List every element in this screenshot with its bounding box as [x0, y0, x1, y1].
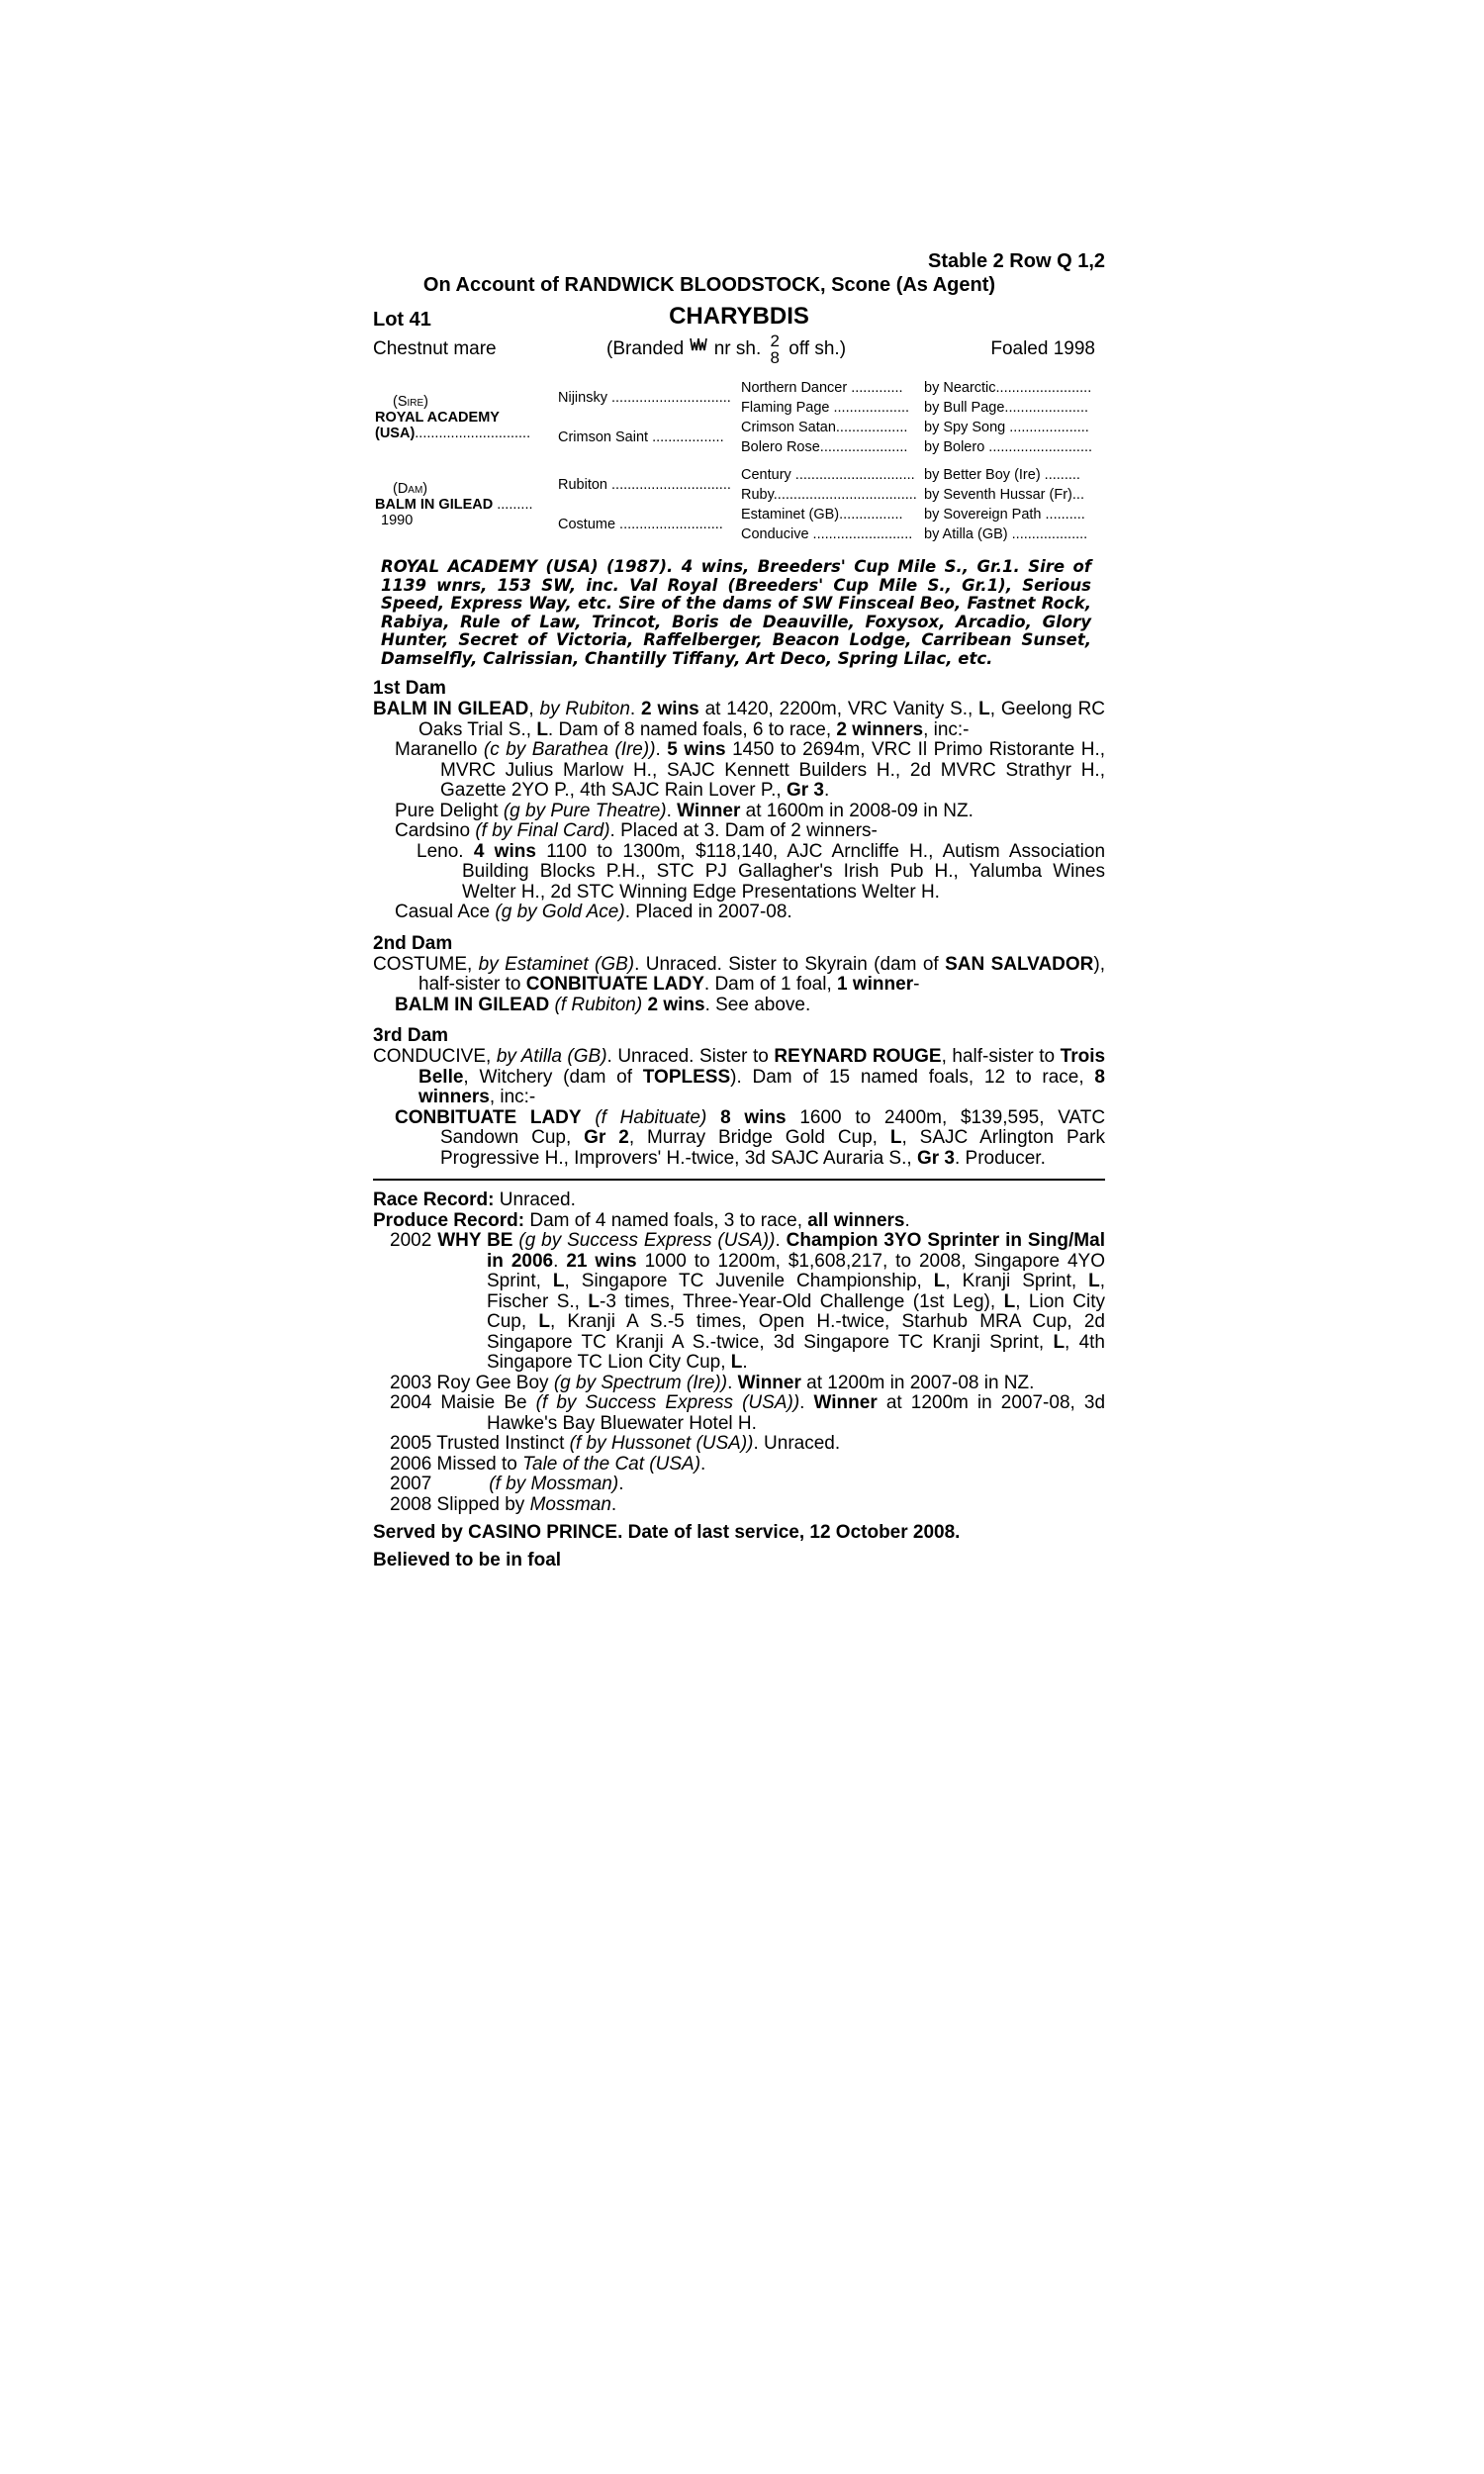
pure-winner: Winner: [677, 800, 741, 821]
gggs-6-name: by Sovereign Path: [924, 507, 1042, 523]
produce-record-text: Dam of 4 named foals, 3 to race,: [529, 1209, 803, 1231]
maranello-wins: 5 wins: [667, 739, 726, 760]
year-2002: 2002: [390, 1230, 432, 1251]
produce-2004: 2004 Maisie Be (f by Success Express (USA)). Winner at 1200m in 2007-08, 3d Hawke's Bay Bluewater Hotel H.: [390, 1392, 1106, 1434]
maranello-name: Maranello: [395, 739, 478, 760]
first-dam-name: BALM IN GILEAD: [373, 699, 529, 719]
first-dam-text4: , inc:-: [923, 718, 970, 740]
first-dam-text1: at 1420, 2200m, VRC Vanity S.,: [704, 699, 974, 719]
grandsire-3-name: Rubiton: [558, 477, 607, 493]
produce-2005: [373, 1434, 1105, 1455]
vendor-account: On Account of RANDWICK BLOODSTOCK, Scone (As Agent): [422, 274, 996, 296]
gggs-0-name: by Nearctic: [924, 380, 996, 396]
race-record: [373, 1190, 1105, 1211]
progeny-casual-ace: [373, 903, 1105, 923]
gggs-1-name: by Bull Page: [924, 400, 1005, 416]
second-dam-text1: . Unraced. Sister to Skyrain (dam of: [634, 953, 939, 975]
first-dam-heading: 1st Dam: [373, 678, 446, 699]
listed-badge: L: [538, 1311, 550, 1332]
whybe-text7: , Kranji A S.-5 times, Open H.-twice, Starhub MRA Cup, 2d Singapore TC Kranji A S.-twice, 3d Singapore TC Kranji Sprint,: [487, 1311, 1105, 1353]
whybe-text5: -3 times, Three-Year-Old Challenge (1st Leg),: [600, 1290, 996, 1312]
third-dam-progeny: [373, 1108, 1105, 1170]
race-record-label: Race Record:: [373, 1189, 495, 1210]
year-2007: 2007: [390, 1474, 432, 1494]
third-dam-text4: ). Dam of 15 named foals, 12 to race,: [730, 1066, 1084, 1088]
conbit-wins: 8 wins: [720, 1106, 787, 1128]
reynard-rouge: REYNARD ROUGE: [774, 1046, 942, 1067]
maisie-name: 2004 Maisie Be: [390, 1392, 527, 1413]
second-dam-text4: -: [913, 974, 920, 995]
third-dam-heading: 3rd Dam: [373, 1025, 449, 1046]
whybe-wins: 21 wins: [566, 1250, 637, 1272]
pure-by: (g by Pure Theatre): [503, 800, 667, 821]
ggs-2-name: Crimson Satan: [741, 420, 836, 435]
ggs-6: Estaminet (GB)................: [741, 507, 903, 523]
trusted-name: 2005 Trusted Instinct: [390, 1433, 565, 1454]
trusted-by: (f by Hussonet (USA)): [569, 1433, 754, 1454]
listed-badge: L: [536, 718, 548, 740]
maisie-text: at 1200m in 2007-08, 3d Hawke's Bay Bluewater Hotel H.: [487, 1392, 1106, 1434]
f2007-by: (f by Mossman): [489, 1474, 619, 1494]
whybe-text4: , Fischer S.,: [487, 1271, 1106, 1312]
trusted-text: . Unraced.: [753, 1433, 841, 1454]
sire-cell: [373, 378, 556, 457]
ggs-7: Conducive .........................: [741, 526, 913, 542]
first-dam-paragraph: BALM IN GILEAD, by Rubiton. 2 wins at 1420, 2200m, VRC Vanity S., L, Geelong RC Oaks Trial S., L. Dam of 8 named foals, 6 to race, 2 winners, inc:-: [373, 699, 1106, 740]
grandsire-4-name: Costume: [558, 517, 616, 532]
gggs-2: by Spy Song ....................: [924, 420, 1089, 435]
conbit-text2: , Murray Bridge Gold Cup,: [628, 1127, 878, 1148]
ggs-4: Century ..............................: [741, 467, 915, 483]
balm-end: . See above.: [704, 994, 811, 1015]
fraction-denominator: 8: [770, 348, 781, 367]
second-dam-heading: 2nd Dam: [373, 932, 453, 954]
slipped-by: Mossman: [529, 1493, 611, 1515]
foaled-year: Foaled 1998: [990, 338, 1095, 359]
roy-by: (g by Spectrum (Ire)): [553, 1372, 728, 1393]
pure-name: Pure Delight: [395, 800, 499, 821]
conbit-text3: , SAJC Arlington Park Progressive H., Improvers' H.-twice, 3d SAJC Auraria S.,: [440, 1127, 1106, 1169]
gggs-2-name: by Spy Song: [924, 420, 1006, 435]
roy-text: at 1200m in 2007-08 in NZ.: [806, 1372, 1035, 1393]
ggs-5-name: Ruby: [741, 487, 774, 503]
horse-name: CHARYBDIS: [669, 303, 809, 330]
gggs-6: by Sovereign Path ..........: [924, 507, 1085, 523]
gggs-3-name: by Bolero: [924, 439, 985, 455]
third-dam-text2: , half-sister to: [941, 1046, 1056, 1067]
listed-badge: L: [552, 1271, 565, 1291]
dam-name: BALM IN GILEAD: [375, 497, 494, 513]
missed-text: 2006 Missed to: [390, 1453, 517, 1475]
produce-record-end: .: [904, 1209, 910, 1231]
third-dam-by: by Atilla (GB): [496, 1046, 607, 1067]
brand-pre: (Branded: [606, 338, 685, 360]
listed-badge: L: [1088, 1271, 1100, 1291]
conbit-end: . Producer.: [954, 1147, 1046, 1169]
maranello-text: 1450 to 2694m, VRC Il Primo Ristorante H., MVRC Julius Marlow H., SAJC Kennett Builders H., 2d MVRC Strathyr H., Gazette 2YO P., 4th SAJC Rain Lover P.,: [440, 739, 1106, 801]
progeny-cardsino: [373, 821, 1105, 842]
conbit-by: (f Habituate): [595, 1106, 707, 1128]
roy-winner: Winner: [737, 1372, 801, 1393]
brand-description: [606, 333, 846, 366]
race-record-text: Unraced.: [499, 1189, 576, 1210]
dam-name-row: BALM IN GILEAD .........: [375, 497, 533, 513]
produce-2008: 2008 Slipped by Mossman.: [390, 1493, 617, 1515]
first-dam-wins: 2 wins: [641, 699, 699, 719]
section-divider: [373, 1179, 1105, 1181]
ggs-2: Crimson Satan..................: [741, 420, 908, 435]
gggs-3: by Bolero ..........................: [924, 439, 1093, 455]
listed-badge: L: [978, 699, 990, 719]
third-dam-name: CONDUCIVE,: [373, 1046, 492, 1067]
second-dam-text3: . Dam of 1 foal,: [703, 974, 832, 995]
whybe-text1: 1000 to 1200m, $1,608,217, to 2008, Singapore 4YO Sprint,: [487, 1250, 1105, 1291]
progeny-leno: [373, 842, 1105, 904]
description-row: [373, 334, 1105, 370]
foal-note: Believed to be in foal: [373, 1550, 562, 1570]
grandsire-3: Rubiton ..............................: [558, 477, 731, 493]
gggs-7-name: by Atilla (GB): [924, 526, 1008, 542]
listed-badge: L: [588, 1290, 600, 1312]
cardsino-text: . Placed at 3. Dam of 2 winners-: [609, 820, 878, 841]
sire-country-text: (USA): [375, 426, 416, 441]
third-dam-winners: 8 winners: [418, 1066, 1105, 1107]
second-dam-by: by Estaminet (GB): [478, 953, 635, 975]
progeny-maranello: Maranello (c by Barathea (Ire)). 5 wins 1450 to 2694m, VRC Il Primo Ristorante H., MVRC Julius Marlow H., SAJC Kennett Builders H., 2d MVRC Strathyr H., Gazette 2YO P., 4th SAJC Rain Lover P., Gr 3.: [395, 739, 1106, 801]
conbituate-lady: CONBITUATE LADY: [525, 974, 704, 995]
first-dam-text3: . Dam of 8 named foals, 6 to race,: [547, 718, 832, 740]
listed-badge: L: [889, 1127, 902, 1148]
ggs-4-name: Century: [741, 467, 791, 483]
gggs-5: by Seventh Hussar (Fr)...: [924, 487, 1084, 503]
cardsino-name: Cardsino: [395, 820, 471, 841]
third-dam-paragraph: [373, 1047, 1105, 1108]
whybe-text8: , 4th Singapore TC Lion City Cup,: [487, 1331, 1105, 1373]
service-note: Served by CASINO PRINCE. Date of last service, 12 October 2008.: [373, 1522, 961, 1543]
maranello-group: Gr 3: [786, 780, 824, 801]
pure-text: at 1600m in 2008-09 in NZ.: [745, 800, 974, 821]
produce-2002: 2002 WHY BE (g by Success Express (USA)). Champion 3YO Sprinter in Sing/Mal in 2006. 21 wins 1000 to 1200m, $1,608,217, to 2008, Singapore 4YO Sprint, L, Singapore TC Juvenile Championship, L, Kranji Sprint, L, Fischer S., L-3 times, Three-Year-Old Challenge (1st Leg), L, Lion City Cup, L, Kranji A S.-5 times, Open H.-twice, Starhub MRA Cup, 2d Singapore TC Kranji A S.-twice, 3d Singapore TC Kranji Sprint, L, 4th Singapore TC Lion City Cup, L.: [390, 1230, 1106, 1373]
horse-sex: Chestnut mare: [373, 338, 497, 359]
maranello-by: (c by Barathea (Ire)): [483, 739, 656, 760]
dam-label: (Dam): [393, 481, 428, 497]
gggs-1: by Bull Page.....................: [924, 400, 1089, 416]
balm-by: (f Rubiton): [554, 994, 643, 1015]
produce-record: [373, 1211, 1105, 1232]
gggs-4-name: by Better Boy (Ire): [924, 467, 1041, 483]
sire-label: (Sire): [393, 394, 428, 410]
listed-badge: L: [1003, 1290, 1016, 1312]
maranello-end: .: [823, 780, 830, 801]
grandsire-4: Costume ..........................: [558, 517, 723, 532]
casual-text: . Placed in 2007-08.: [624, 902, 792, 922]
balm-name: BALM IN GILEAD: [395, 994, 550, 1015]
second-dam-winner: 1 winner: [837, 974, 914, 995]
ggs-0-name: Northern Dancer: [741, 380, 848, 396]
casual-name: Casual Ace: [395, 902, 491, 922]
third-dam-text3: , Witchery (dam of: [463, 1066, 633, 1088]
maisie-winner: Winner: [813, 1392, 878, 1413]
gggs-4: by Better Boy (Ire) .........: [924, 467, 1080, 483]
conbit-text: 1600 to 2400m, $139,595, VATC Sandown Cup,: [440, 1106, 1106, 1148]
lot-row: [373, 303, 1105, 334]
ggs-3-name: Bolero Rose: [741, 439, 820, 455]
sire-summary: ROYAL ACADEMY (USA) (1987). 4 wins, Breeders' Cup Mile S., Gr.1. Sire of 1139 wnrs, 153 SW, inc. Val Royal (Breeders' Cup Mile S., Gr.1), Serious Speed, Express Way, etc. Sire of the dams of SW Finsceal Beo, Fastnet Rock, Rabiya, Rule of Law, Trincot, Boris de Deauville, Foxysox, Arcadio, Glory Hunter, Secret of Victoria, Raffelberger, Beacon Lodge, Carribean Sunset, Damselfly, Calrissian, Chantilly Tiffany, Art Deco, Spring Lilac, etc.: [381, 557, 1091, 668]
whybe-champion: Champion 3YO Sprinter in Sing/Mal in 2006: [487, 1230, 1105, 1272]
brand-mid: nr sh.: [713, 338, 762, 360]
second-dam-text2: ), half-sister to: [418, 953, 1105, 995]
gggs-0: by Nearctic........................: [924, 380, 1092, 396]
whybe-text3: , Kranji Sprint,: [945, 1271, 1077, 1291]
leno-wins: 4 wins: [473, 840, 536, 862]
second-dam-paragraph: [373, 955, 1105, 996]
whybe-text6: , Lion City Cup,: [487, 1290, 1105, 1332]
produce-2007: 2007 (f by Mossman).: [390, 1474, 624, 1494]
san-salvador: SAN SALVADOR: [945, 953, 1094, 975]
conbit-gr3: Gr 3: [916, 1147, 955, 1169]
balm-wins: 2 wins: [647, 994, 705, 1015]
brand-fraction: [771, 333, 780, 366]
grandsire-1: Nijinsky ..............................: [558, 390, 731, 406]
ggs-1: Flaming Page ...................: [741, 400, 910, 416]
produce-2003: 2003 Roy Gee Boy (g by Spectrum (Ire)). Winner at 1200m in 2007-08 in NZ.: [390, 1372, 1035, 1393]
conbit-gr2: Gr 2: [584, 1127, 629, 1148]
first-dam-winners: 2 winners: [836, 718, 924, 740]
trois-belle: Trois Belle: [418, 1046, 1106, 1088]
listed-badge: L: [1053, 1331, 1066, 1353]
leno-name: Leno.: [417, 840, 464, 862]
produce-2006: 2006 Missed to Tale of the Cat (USA).: [390, 1453, 706, 1475]
sire-country: (USA).............................: [375, 426, 531, 441]
brand-post: off sh.): [788, 338, 847, 360]
ggs-5: Ruby....................................: [741, 487, 917, 503]
cardsino-by: (f by Final Card): [475, 820, 610, 841]
grandsire-2-name: Crimson Saint: [558, 429, 649, 445]
gggs-5-name: by Seventh Hussar (Fr): [924, 487, 1072, 503]
topless: TOPLESS: [642, 1066, 731, 1088]
gggs-7: by Atilla (GB) ...................: [924, 526, 1088, 542]
slipped-text: 2008 Slipped by: [390, 1493, 525, 1515]
second-dam-progeny: [373, 996, 1105, 1016]
third-dam-text1: . Unraced. Sister to: [606, 1046, 769, 1067]
ggs-6-name: Estaminet (GB): [741, 507, 840, 523]
listed-badge: L: [730, 1352, 743, 1373]
first-dam-by: by Rubiton: [539, 699, 630, 719]
ggs-1-name: Flaming Page: [741, 400, 830, 416]
maisie-by: (f by Success Express (USA)): [535, 1392, 800, 1413]
ggs-7-name: Conducive: [741, 526, 809, 542]
pedigree-table: [373, 378, 1105, 544]
stable-location: Stable 2 Row Q 1,2: [928, 250, 1105, 272]
grandsire-1-name: Nijinsky: [558, 390, 607, 406]
catalogue-page: [373, 249, 1105, 1572]
missed-by: Tale of the Cat (USA): [522, 1453, 701, 1475]
casual-by: (g by Gold Ace): [495, 902, 625, 922]
first-dam-text2: , Geelong RC Oaks Trial S.,: [418, 699, 1106, 740]
conbit-name: CONBITUATE LADY: [395, 1106, 582, 1128]
whybe-text2: , Singapore TC Juvenile Championship,: [564, 1271, 922, 1291]
brand-mark-icon: [689, 336, 708, 356]
fraction-numerator: 2: [770, 332, 781, 350]
third-dam-text5: , inc:-: [489, 1087, 536, 1107]
produce-record-winners: all winners: [807, 1209, 905, 1231]
ggs-0: Northern Dancer .............: [741, 380, 903, 396]
dam-year: 1990: [381, 513, 414, 528]
leno-text: 1100 to 1300m, $118,140, AJC Arncliffe H., Autism Association Building Blocks P.H., STC PJ Gallagher's Irish Pub H., Yalumba Wines Welter H., 2d STC Winning Edge Presentations Welter H.: [462, 840, 1106, 903]
listed-badge: L: [933, 1271, 946, 1291]
roy-name: 2003 Roy Gee Boy: [390, 1372, 549, 1393]
whybe-name: WHY BE: [437, 1230, 513, 1251]
whybe-by: (g by Success Express (USA)): [518, 1230, 776, 1251]
sire-name: ROYAL ACADEMY: [375, 410, 500, 426]
produce-record-label: Produce Record:: [373, 1209, 525, 1231]
ggs-3: Bolero Rose......................: [741, 439, 908, 455]
dam-cell: [373, 465, 556, 544]
progeny-pure-delight: Pure Delight (g by Pure Theatre). Winner at 1600m in 2008-09 in NZ.: [395, 800, 974, 821]
lot-number: Lot 41: [373, 309, 431, 331]
second-dam-name: COSTUME,: [373, 953, 473, 975]
grandsire-2: Crimson Saint ..................: [558, 429, 724, 445]
